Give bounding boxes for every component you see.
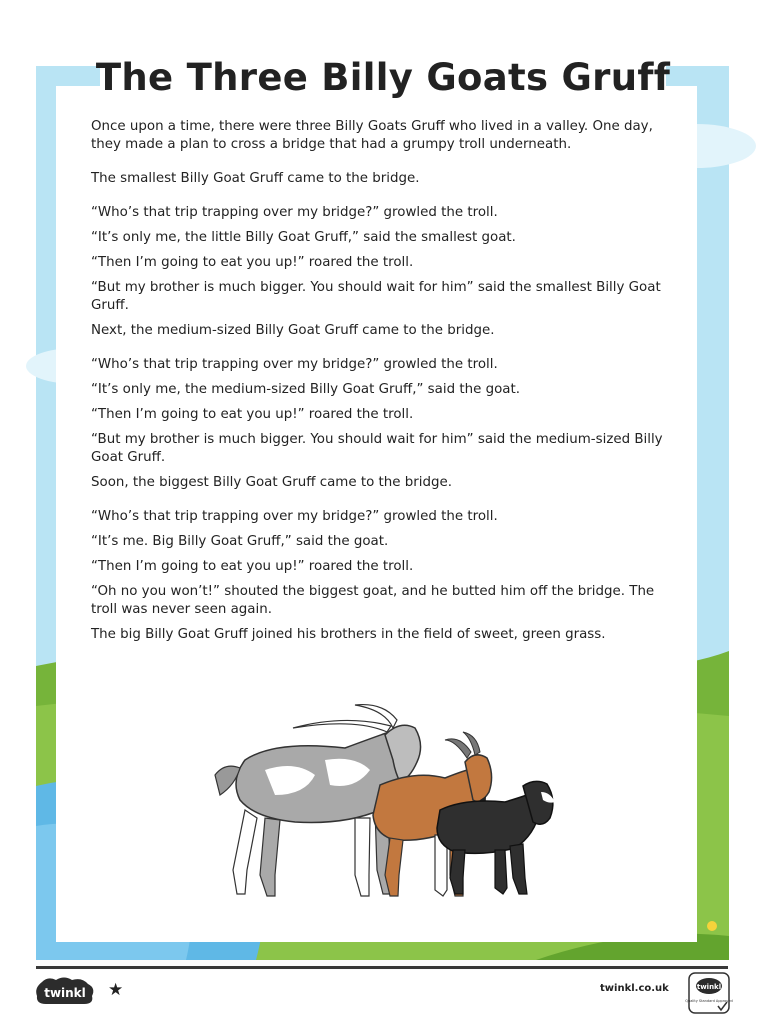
paragraph: “It’s only me, the medium-sized Billy Goat Gruff,” said the goat.	[91, 382, 520, 397]
paragraph: “Then I’m going to eat you up!” roared the troll.	[91, 559, 414, 574]
paragraph: Next, the medium-sized Billy Goat Gruff came to the bridge.	[91, 323, 495, 338]
paragraph: Soon, the biggest Billy Goat Gruff came to the bridge.	[91, 475, 452, 490]
badge-text: Quality Standard Approved	[685, 999, 733, 1003]
paragraph: The big Billy Goat Gruff joined his brothers in the field of sweet, green grass.	[91, 627, 606, 642]
star-icon: ★	[108, 980, 124, 1000]
site-url[interactable]: twinkl.co.uk	[600, 983, 669, 994]
title-banner	[95, 46, 671, 108]
paragraph: The smallest Billy Goat Gruff came to the bridge.	[91, 171, 420, 186]
logo-text: twinkl	[44, 986, 86, 1000]
paragraph: “Oh no you won’t!” shouted the biggest goat, and he butted him off the bridge. The troll was never seen again.	[91, 584, 655, 617]
paragraph: “Then I’m going to eat you up!” roared the troll.	[91, 255, 414, 270]
paragraph: Once upon a time, there were three Billy Goats Gruff who lived in a valley. One day, they made a plan to cross a bridge that had a grumpy troll underneath.	[91, 119, 653, 152]
paragraph: “It’s only me, the little Billy Goat Gruff,” said the smallest goat.	[91, 230, 516, 245]
paragraph: “But my brother is much bigger. You should wait for him” said the medium-sized Billy Goat Gruff.	[91, 432, 663, 465]
story-text	[91, 118, 678, 651]
twinkl-logo[interactable]	[34, 976, 96, 1006]
footer-divider	[36, 966, 728, 969]
paragraph: “Who’s that trip trapping over my bridge?” growled the troll.	[91, 509, 498, 524]
three-goats-illustration	[205, 700, 565, 905]
quality-badge-icon	[685, 972, 733, 1014]
badge-brand: twinkl	[696, 983, 722, 991]
paragraph: “Then I’m going to eat you up!” roared the troll.	[91, 407, 414, 422]
paragraph: “Who’s that trip trapping over my bridge?” growled the troll.	[91, 205, 498, 220]
paragraph: “It’s me. Big Billy Goat Gruff,” said the goat.	[91, 534, 389, 549]
paragraph: “Who’s that trip trapping over my bridge?” growled the troll.	[91, 357, 498, 372]
page-title: The Three Billy Goats Gruff	[95, 55, 671, 99]
paragraph: “But my brother is much bigger. You should wait for him” said the smallest Billy Goat Gruff.	[91, 280, 661, 313]
